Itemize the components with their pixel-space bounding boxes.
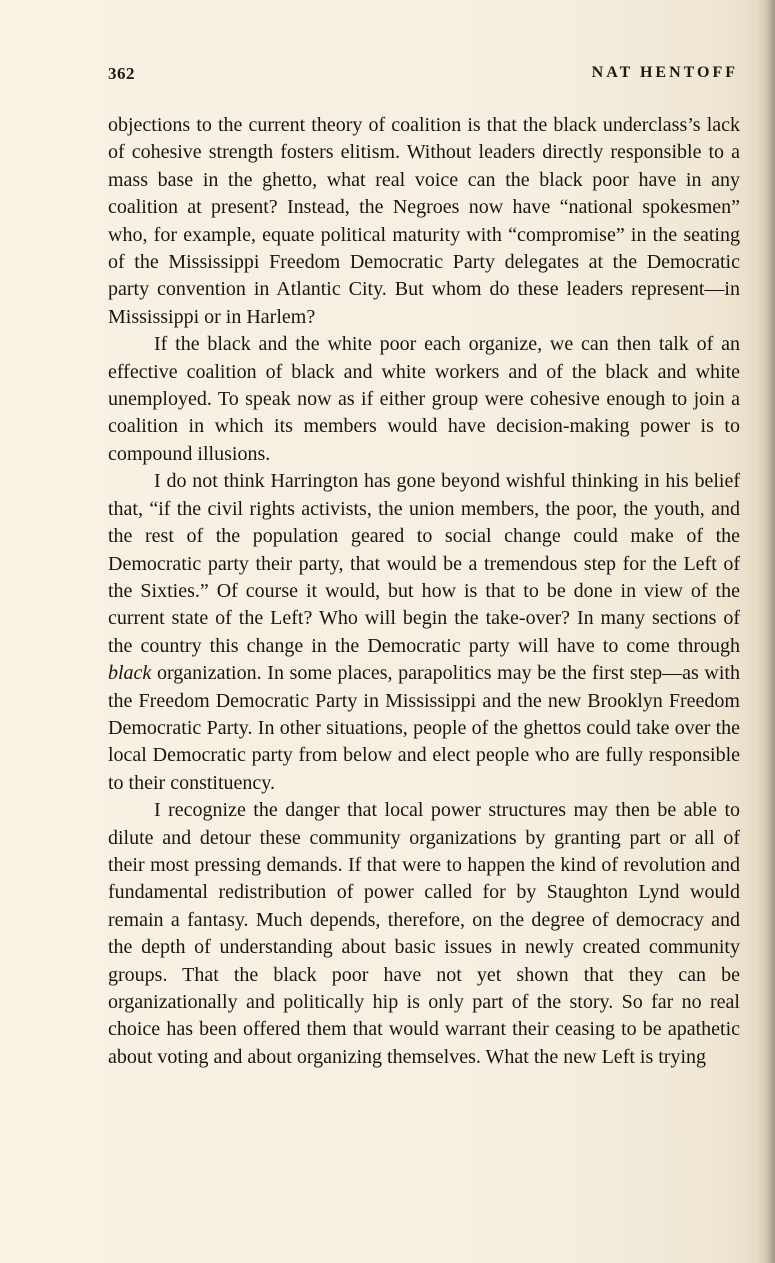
page-gutter-shadow	[757, 0, 775, 1263]
emphasis-black: black	[108, 662, 152, 685]
paragraph-2: If the black and the white poor each organize, we can then talk of an effective coalition of black and white workers and of the black and white unemployed. To speak now as if either group were cohesive enough to join a coalition in which its members would have decision-making power is to compound illusions.	[108, 333, 740, 465]
paragraph-4: I recognize the danger that local power structures may then be able to dilute and detour these community organizations by granting part or all of their most pressing demands. If that were to happen the kind of revolution and fundamental redistribution of power called for by Staughton Lynd would remain a fantasy. Much depends, therefore, on the degree of democracy and the depth of understanding about basic issues in newly created community groups. That the black poor have not yet shown that they can be organizationally and politically hip is only part of the story. So far no real choice has been offered them that would warrant their ceasing to be apathetic about voting and about organizing themselves. What the new Left is trying	[108, 799, 740, 1068]
page-header	[108, 62, 738, 92]
paragraph-3	[108, 468, 740, 797]
body-text	[108, 112, 740, 1071]
page-number: 362	[108, 64, 135, 83]
paragraph-3-part-2: organization. In some places, parapolitics may be the first step—as with the Freedom Democratic Party in Mississippi and the new Brooklyn Freedom Democratic Party. In other situations, people of the ghettos could take over the local Democratic party from below and elect people who are fully responsible to their constituency.	[108, 662, 740, 794]
paragraph-3-part-1: I do not think Harrington has gone beyond wishful thinking in his belief that, “if the civil rights activists, the union members, the poor, the youth, and the rest of the population geared to social change could make of the Democratic party their party, that would be a tremendous step for the Left of the Sixties.” Of course it would, but how is that to be done in view of the current state of the Left? Who will begin the take-over? In many sections of the country this change in the Democratic party will have to come through	[108, 470, 740, 657]
paragraph-1: objections to the current theory of coalition is that the black underclass’s lack of cohesive strength fosters elitism. Without leaders directly responsible to a mass base in the ghetto, what real voice can the black poor have in any coalition at present? Instead, the Negroes now have “national spokesmen” who, for example, equate political maturity with “compromise” in the seating of the Mississippi Freedom Democratic Party delegates at the Democratic party convention in Atlantic City. But whom do these leaders represent—in Mississippi or in Harlem?	[108, 114, 740, 328]
running-head-author: NAT HENTOFF	[591, 64, 738, 81]
